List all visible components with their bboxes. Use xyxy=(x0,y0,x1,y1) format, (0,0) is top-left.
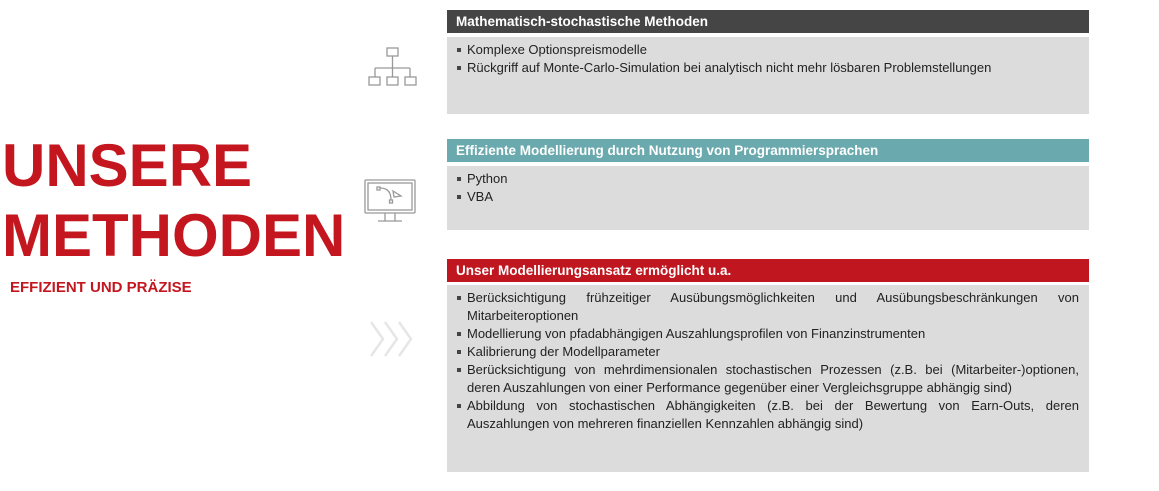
list-item: Modellierung von pfadabhängigen Auszahlungsprofilen von Finanzinstrumenten xyxy=(456,325,1079,343)
list-item: Kalibrierung der Modellparameter xyxy=(456,343,1079,361)
list-item: Rückgriff auf Monte-Carlo-Simulation bei analytisch nicht mehr lösbaren Problemstellungen xyxy=(456,59,1079,77)
hero-title-line2: METHODEN xyxy=(2,202,346,269)
section-header-math: Mathematisch-stochastische Methoden xyxy=(447,10,1089,33)
list-item: Python xyxy=(456,170,1079,188)
list-item: Abbildung von stochastischen Abhängigkeiten (z.B. bei der Bewertung von Earn-Outs, deren Auszahlungen von mehreren finanziellen Kennzahlen abhängig sind) xyxy=(456,397,1079,433)
list-item: VBA xyxy=(456,188,1079,206)
hierarchy-icon xyxy=(366,46,420,92)
section-body-programming xyxy=(447,166,1089,230)
list-item: Komplexe Optionspreismodelle xyxy=(456,41,1079,59)
chevrons-right-icon xyxy=(368,319,418,359)
section-body-math xyxy=(447,37,1089,114)
section-header-approach: Unser Modellierungsansatz ermöglicht u.a. xyxy=(447,259,1089,282)
hero-subtitle: EFFIZIENT UND PRÄZISE xyxy=(10,279,192,296)
section-header-programming: Effiziente Modellierung durch Nutzung von Programmiersprachen xyxy=(447,139,1089,162)
list-item: Berücksichtigung frühzeitiger Ausübungsmöglichkeiten und Ausübungsbeschränkungen von Mitarbeiteroptionen xyxy=(456,289,1079,325)
list-item: Berücksichtigung von mehrdimensionalen stochastischen Prozessen (z.B. bei (Mitarbeiter-)optionen, deren Auszahlungen von einer Performance gegenüber einer Vergleichsgruppe abhängig sind) xyxy=(456,361,1079,397)
monitor-vector-icon xyxy=(363,178,417,224)
hero-title-line1: UNSERE xyxy=(2,132,253,199)
section-body-approach xyxy=(447,285,1089,472)
